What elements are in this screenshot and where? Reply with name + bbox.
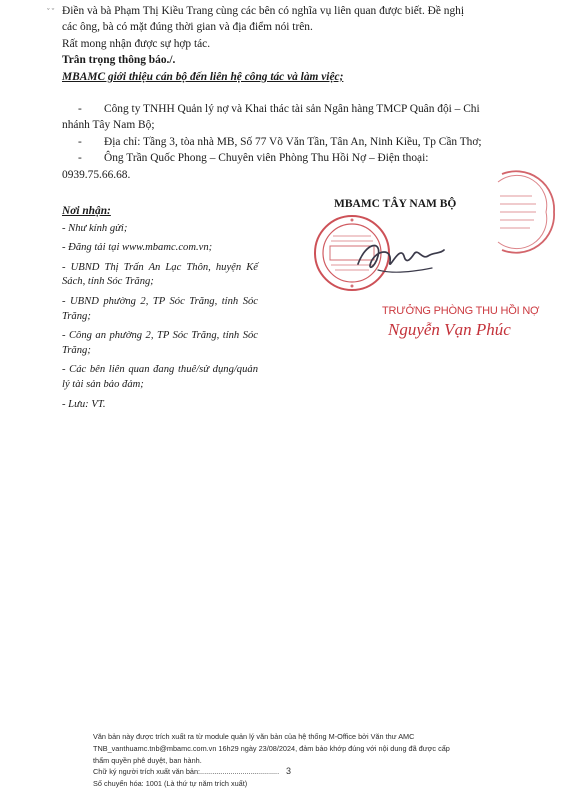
intro-line-3: Rất mong nhận được sự hợp tác.	[62, 37, 211, 50]
contact-heading: MBAMC giới thiệu cán bộ đến liên hệ công tác và làm việc;	[62, 70, 344, 83]
contact-item-continued: 0939.75.66.68.	[62, 168, 131, 181]
contact-item-text: Công ty TNHH Quản lý nợ và Khai thác tài sản Ngân hàng TMCP Quân đội – Chi	[104, 103, 480, 115]
recipient-item: - Đăng tải tại www.mbamc.com.vn;	[62, 242, 213, 254]
contact-item	[62, 150, 540, 166]
page-number: 3	[286, 766, 292, 776]
recipients-block	[62, 204, 258, 417]
recipient-item: - Công an phường 2, TP Sóc Trăng, tỉnh Sóc Trăng;	[62, 330, 258, 356]
handwritten-signature-icon	[348, 230, 448, 284]
recipient-item: - Như kính gửi;	[62, 222, 128, 234]
contact-item-continued: nhánh Tây Nam Bộ;	[62, 119, 155, 132]
signing-organization: MBAMC TÂY NAM BỘ	[334, 198, 457, 210]
bullet-dash: -	[78, 103, 82, 115]
closing-line: Trân trọng thông báo./.	[62, 54, 176, 67]
contact-item-text: Ông Trần Quốc Phong – Chuyên viên Phòng Thu Hồi Nợ – Điện thoại:	[104, 152, 429, 165]
intro-line-1: Điền và bà Phạm Thị Kiều Trang cùng các bên có nghĩa vụ liên quan được biết. Đề nghị	[62, 5, 465, 17]
signer-role: TRƯỞNG PHÒNG THU HỒI NỢ	[382, 305, 540, 317]
footer-line-5: Số chuyển hóa: 1001 (Là thứ tự năm trích xuất)	[93, 779, 248, 789]
contact-list	[62, 101, 540, 183]
contact-item	[62, 134, 540, 150]
contact-item	[62, 101, 540, 117]
footer-line-2: TNB_vanthuamc.tnb@mbamc.com.vn 16h29 ngày 23/08/2024, đảm bảo khớp đúng với nội dung đã được cấp	[93, 743, 450, 753]
footer-line-1: Văn bản này được trích xuất ra từ module quản lý văn bản của hệ thống M-Office bởi Văn thư AMC	[93, 732, 415, 741]
overlap-seal-icon	[492, 170, 556, 254]
signer-name: Nguyễn Vạn Phúc	[388, 320, 511, 339]
intro-section	[62, 3, 540, 85]
recipients-heading: Nơi nhận:	[62, 205, 111, 217]
bullet-dash: -	[78, 152, 82, 165]
bullet-dash: -	[78, 135, 82, 148]
contact-item-text: Địa chỉ: Tầng 3, tòa nhà MB, Số 77 Võ Văn Tần, Tân An, Ninh Kiều, Tp Cần Thơ;	[104, 135, 482, 148]
recipient-item: - UBND Thị Trấn An Lạc Thôn, huyện Kế Sách, tỉnh Sóc Trăng;	[62, 261, 258, 288]
recipient-item: - Các bên liên quan đang thuê/sử dụng/quản lý tài sản bảo đảm;	[62, 364, 258, 390]
intro-line-2: các ông, bà có mặt đúng thời gian và địa điểm nói trên.	[62, 21, 313, 34]
footer-line-4: Chữ ký người trích xuất văn bản:.......................................	[93, 767, 280, 777]
extraction-footer	[93, 731, 473, 790]
footer-line-3: thẩm quyền phê duyệt, ban hành.	[93, 755, 202, 765]
recipient-item: - Lưu: VT.	[62, 398, 106, 410]
margin-mark: ˇ ˇ	[47, 7, 55, 16]
recipient-item: - UBND phường 2, TP Sóc Trăng, tỉnh Sóc Trăng;	[62, 295, 258, 322]
